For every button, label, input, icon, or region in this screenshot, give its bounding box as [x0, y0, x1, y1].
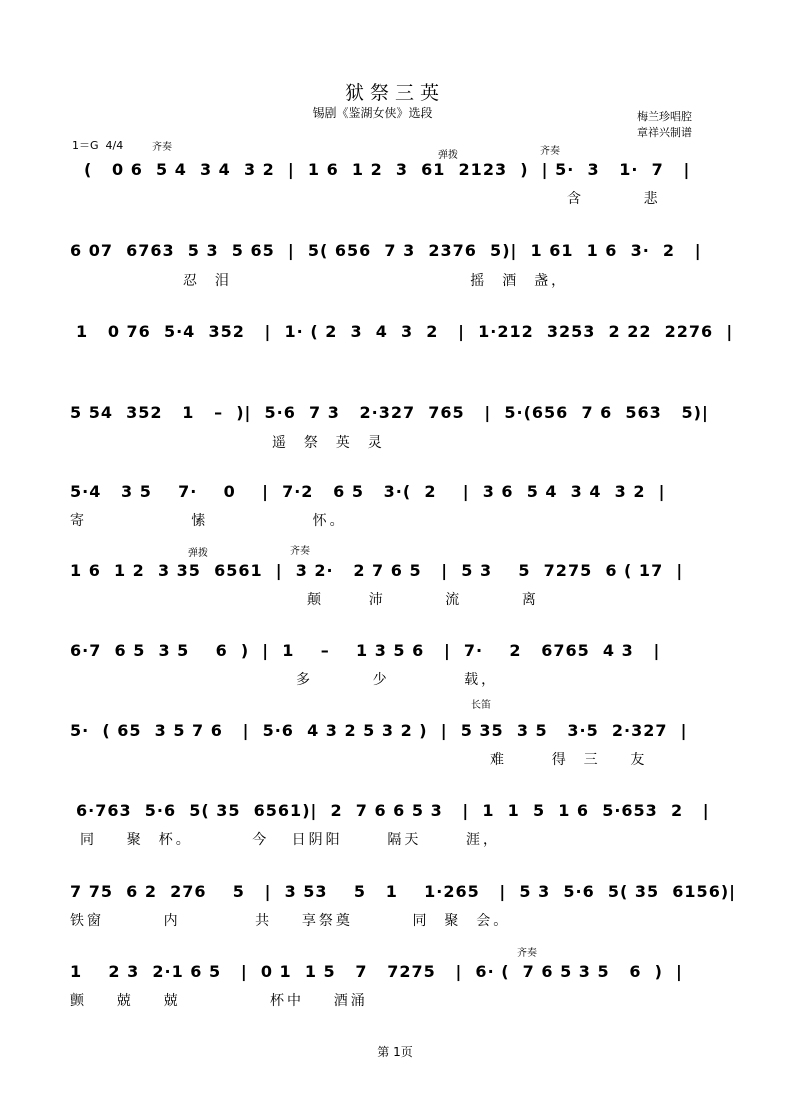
key-signature: 1＝G 4/4	[72, 139, 124, 152]
lyric-line: 铁窗 内 共 享祭奠 同 聚 会。	[70, 913, 511, 929]
lyric-line: 寄 愫 怀。	[70, 513, 347, 529]
notation-line: 6·7 6 5 3 5 6 ) | 1 – 1 3 5 6 | 7· 2 6765 4 3 |	[70, 641, 661, 660]
performance-mark: 齐奏	[290, 546, 310, 557]
lyric-line: 颤 兢 兢 杯中 酒涌	[70, 993, 368, 1009]
lyric-line: 遥 祭 英 灵	[272, 435, 385, 451]
performance-mark: 长笛	[471, 700, 491, 711]
page-title: 狱祭三英	[344, 82, 445, 104]
notation-line: 1 6 1 2 3 35 6561 | 3 2· 2 7 6 5 | 5 3 5 7275 6 ( 17 |	[70, 561, 684, 580]
transcriber-credit: 章祥兴制谱	[637, 126, 692, 139]
lyric-line: 颠 沛 流 离	[307, 592, 539, 608]
lyric-line: 难 得 三 友	[490, 752, 648, 768]
performance-mark: 弹拨	[438, 150, 458, 161]
performance-mark: 齐奏	[517, 948, 537, 959]
notation-line: ( 0 6 5 4 3 4 3 2 | 1 6 1 2 3 61 2123 ) | 5· 3 1· 7 |	[84, 160, 691, 179]
singer-credit: 梅兰珍唱腔	[637, 110, 692, 123]
performance-mark: 齐奏	[540, 146, 560, 157]
page-subtitle: 锡剧《鉴湖女侠》选段	[312, 106, 433, 120]
performance-mark: 齐奏	[152, 142, 172, 153]
notation-line: 5· ( 65 3 5 7 6 | 5·6 4 3 2 5 3 2 ) | 5 35 3 5 3·5 2·327 |	[70, 721, 688, 740]
performance-mark: 弹拨	[188, 548, 208, 559]
notation-line: 7 75 6 2 276 5 | 3 53 5 1 1·265 | 5 3 5·6 5( 35 6156)|	[70, 882, 736, 901]
page-number: 第 1页	[377, 1045, 413, 1059]
lyric-line: 同 聚 杯。 今 日阴阳 隔天 涯，	[80, 832, 501, 848]
notation-line: 5 54 352 1 – )| 5·6 7 3 2·327 765 | 5·(656 7 6 563 5)|	[70, 403, 709, 422]
notation-line: 1 2 3 2·1 6 5 | 0 1 1 5 7 7275 | 6· ( 7 6 5 3 5 6 ) |	[70, 962, 683, 981]
lyric-line: 多 少 载，	[296, 672, 499, 688]
notation-line: 6·763 5·6 5( 35 6561)| 2 7 6 6 5 3 | 1 1 5 1 6 5·653 2 |	[76, 801, 710, 820]
notation-line: 6 07 6763 5 3 5 65 | 5( 656 7 3 2376 5)| 1 61 1 6 3· 2 |	[70, 241, 702, 260]
notation-line: 1 0 76 5·4 352 | 1· ( 2 3 4 3 2 | 1·212 3253 2 22 2276 |	[76, 322, 734, 341]
lyric-line: 忍 泪 摇 酒 盏，	[183, 273, 569, 289]
notation-line: 5·4 3 5 7· 0 | 7·2 6 5 3·( 2 | 3 6 5 4 3 4 3 2 |	[70, 482, 666, 501]
lyric-line: 含 悲	[567, 191, 661, 207]
